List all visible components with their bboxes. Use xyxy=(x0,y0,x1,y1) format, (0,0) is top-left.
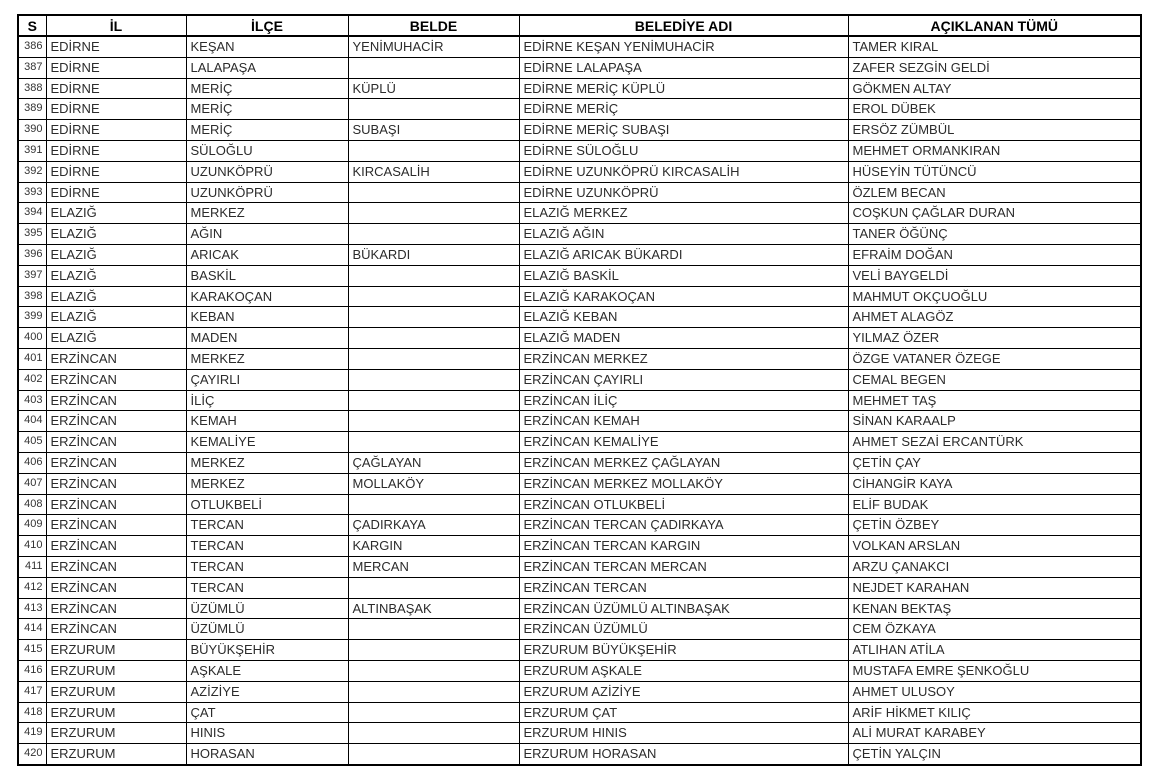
cell-belde: ÇAĞLAYAN xyxy=(348,452,519,473)
cell-s: 416 xyxy=(18,660,46,681)
cell-s: 419 xyxy=(18,723,46,744)
cell-ilce: İLİÇ xyxy=(186,390,348,411)
cell-belde xyxy=(348,328,519,349)
cell-ilce: ÇAYIRLI xyxy=(186,369,348,390)
table-row xyxy=(18,36,1141,57)
cell-aciklanan_tumu: YILMAZ ÖZER xyxy=(848,328,1141,349)
cell-il: ERZURUM xyxy=(46,744,186,765)
cell-ilce: MERKEZ xyxy=(186,473,348,494)
cell-ilce: KARAKOÇAN xyxy=(186,286,348,307)
cell-ilce: ÜZÜMLÜ xyxy=(186,598,348,619)
cell-aciklanan_tumu: COŞKUN ÇAĞLAR DURAN xyxy=(848,203,1141,224)
cell-ilce: LALAPAŞA xyxy=(186,57,348,78)
cell-s: 410 xyxy=(18,536,46,557)
cell-aciklanan_tumu: ÖZLEM BECAN xyxy=(848,182,1141,203)
table-row xyxy=(18,57,1141,78)
cell-s: 415 xyxy=(18,640,46,661)
cell-ilce: ÜZÜMLÜ xyxy=(186,619,348,640)
table-row xyxy=(18,224,1141,245)
cell-belediye_adi: ELAZIĞ MERKEZ xyxy=(519,203,848,224)
cell-aciklanan_tumu: ÖZGE VATANER ÖZEGE xyxy=(848,348,1141,369)
cell-il: ELAZIĞ xyxy=(46,307,186,328)
column-header-ilce: İLÇE xyxy=(186,15,348,36)
cell-belde xyxy=(348,182,519,203)
cell-il: ERZİNCAN xyxy=(46,432,186,453)
cell-belediye_adi: ERZİNCAN OTLUKBELİ xyxy=(519,494,848,515)
cell-belediye_adi: EDİRNE MERİÇ SUBAŞI xyxy=(519,120,848,141)
cell-il: ERZURUM xyxy=(46,723,186,744)
cell-s: 396 xyxy=(18,244,46,265)
cell-il: ERZİNCAN xyxy=(46,556,186,577)
cell-belde xyxy=(348,723,519,744)
table-row xyxy=(18,723,1141,744)
cell-il: ERZURUM xyxy=(46,681,186,702)
cell-il: ERZURUM xyxy=(46,702,186,723)
cell-s: 400 xyxy=(18,328,46,349)
cell-ilce: OTLUKBELİ xyxy=(186,494,348,515)
cell-belde xyxy=(348,307,519,328)
cell-il: EDİRNE xyxy=(46,57,186,78)
column-header-s: S xyxy=(18,15,46,36)
cell-il: EDİRNE xyxy=(46,161,186,182)
cell-belde: MOLLAKÖY xyxy=(348,473,519,494)
cell-belde: KIRCASALİH xyxy=(348,161,519,182)
municipality-table xyxy=(17,14,1142,766)
cell-aciklanan_tumu: AHMET ALAGÖZ xyxy=(848,307,1141,328)
cell-il: ELAZIĞ xyxy=(46,244,186,265)
cell-belde xyxy=(348,681,519,702)
cell-s: 411 xyxy=(18,556,46,577)
cell-s: 420 xyxy=(18,744,46,765)
cell-belde: MERCAN xyxy=(348,556,519,577)
cell-il: ELAZIĞ xyxy=(46,224,186,245)
cell-ilce: AŞKALE xyxy=(186,660,348,681)
cell-il: ERZİNCAN xyxy=(46,619,186,640)
cell-belde xyxy=(348,640,519,661)
cell-il: EDİRNE xyxy=(46,140,186,161)
table-row xyxy=(18,473,1141,494)
cell-il: EDİRNE xyxy=(46,36,186,57)
cell-belediye_adi: ERZİNCAN TERCAN KARGIN xyxy=(519,536,848,557)
cell-belediye_adi: ERZİNCAN MERKEZ MOLLAKÖY xyxy=(519,473,848,494)
cell-ilce: HORASAN xyxy=(186,744,348,765)
table-row xyxy=(18,286,1141,307)
cell-belde: ALTINBAŞAK xyxy=(348,598,519,619)
cell-il: ERZURUM xyxy=(46,660,186,681)
cell-aciklanan_tumu: MAHMUT OKÇUOĞLU xyxy=(848,286,1141,307)
cell-belediye_adi: ELAZIĞ AĞIN xyxy=(519,224,848,245)
table-row xyxy=(18,744,1141,765)
cell-aciklanan_tumu: TAMER KIRAL xyxy=(848,36,1141,57)
cell-s: 390 xyxy=(18,120,46,141)
cell-s: 391 xyxy=(18,140,46,161)
cell-belediye_adi: ELAZIĞ KEBAN xyxy=(519,307,848,328)
table-row xyxy=(18,140,1141,161)
cell-aciklanan_tumu: ELİF BUDAK xyxy=(848,494,1141,515)
cell-ilce: KEMALİYE xyxy=(186,432,348,453)
cell-il: EDİRNE xyxy=(46,120,186,141)
column-header-il: İL xyxy=(46,15,186,36)
table-row xyxy=(18,556,1141,577)
cell-belde xyxy=(348,57,519,78)
cell-il: ELAZIĞ xyxy=(46,328,186,349)
table-row xyxy=(18,120,1141,141)
cell-belediye_adi: ERZURUM HINIS xyxy=(519,723,848,744)
cell-aciklanan_tumu: ÇETİN YALÇIN xyxy=(848,744,1141,765)
cell-s: 397 xyxy=(18,265,46,286)
cell-ilce: ARICAK xyxy=(186,244,348,265)
cell-aciklanan_tumu: AHMET ULUSOY xyxy=(848,681,1141,702)
cell-il: ELAZIĞ xyxy=(46,265,186,286)
cell-belediye_adi: ERZURUM AZİZİYE xyxy=(519,681,848,702)
cell-aciklanan_tumu: KENAN BEKTAŞ xyxy=(848,598,1141,619)
cell-belediye_adi: ERZİNCAN MERKEZ xyxy=(519,348,848,369)
cell-aciklanan_tumu: EFRAİM DOĞAN xyxy=(848,244,1141,265)
cell-s: 403 xyxy=(18,390,46,411)
cell-belde xyxy=(348,140,519,161)
cell-s: 387 xyxy=(18,57,46,78)
table-header xyxy=(18,15,1141,36)
cell-aciklanan_tumu: HÜSEYİN TÜTÜNCÜ xyxy=(848,161,1141,182)
cell-il: ERZİNCAN xyxy=(46,369,186,390)
table-row xyxy=(18,702,1141,723)
cell-aciklanan_tumu: TANER ÖĞÜNÇ xyxy=(848,224,1141,245)
cell-ilce: BASKİL xyxy=(186,265,348,286)
cell-ilce: KEŞAN xyxy=(186,36,348,57)
cell-s: 399 xyxy=(18,307,46,328)
header-row xyxy=(18,15,1141,36)
cell-belediye_adi: ERZURUM HORASAN xyxy=(519,744,848,765)
cell-belde xyxy=(348,660,519,681)
cell-s: 414 xyxy=(18,619,46,640)
table-row xyxy=(18,99,1141,120)
cell-aciklanan_tumu: ARİF HİKMET KILIÇ xyxy=(848,702,1141,723)
cell-s: 402 xyxy=(18,369,46,390)
cell-ilce: MERKEZ xyxy=(186,348,348,369)
cell-belde: ÇADIRKAYA xyxy=(348,515,519,536)
cell-s: 408 xyxy=(18,494,46,515)
cell-aciklanan_tumu: CİHANGİR KAYA xyxy=(848,473,1141,494)
cell-il: ERZİNCAN xyxy=(46,536,186,557)
table-row xyxy=(18,348,1141,369)
cell-s: 395 xyxy=(18,224,46,245)
cell-belde xyxy=(348,224,519,245)
cell-belediye_adi: ERZİNCAN MERKEZ ÇAĞLAYAN xyxy=(519,452,848,473)
table-row xyxy=(18,536,1141,557)
cell-ilce: AZİZİYE xyxy=(186,681,348,702)
cell-il: ERZİNCAN xyxy=(46,473,186,494)
cell-il: EDİRNE xyxy=(46,78,186,99)
cell-belediye_adi: ERZİNCAN ÜZÜMLÜ ALTINBAŞAK xyxy=(519,598,848,619)
cell-s: 409 xyxy=(18,515,46,536)
column-header-belde: BELDE xyxy=(348,15,519,36)
cell-belde: YENİMUHACİR xyxy=(348,36,519,57)
table-row xyxy=(18,307,1141,328)
cell-belediye_adi: EDİRNE UZUNKÖPRÜ KIRCASALİH xyxy=(519,161,848,182)
cell-il: ERZİNCAN xyxy=(46,577,186,598)
cell-il: EDİRNE xyxy=(46,182,186,203)
cell-ilce: MERKEZ xyxy=(186,452,348,473)
cell-s: 398 xyxy=(18,286,46,307)
cell-aciklanan_tumu: MEHMET ORMANKIRAN xyxy=(848,140,1141,161)
table-row xyxy=(18,681,1141,702)
cell-belde xyxy=(348,99,519,120)
cell-aciklanan_tumu: EROL DÜBEK xyxy=(848,99,1141,120)
table-row xyxy=(18,244,1141,265)
cell-s: 404 xyxy=(18,411,46,432)
cell-il: ELAZIĞ xyxy=(46,286,186,307)
table-row xyxy=(18,494,1141,515)
cell-belediye_adi: ERZİNCAN TERCAN MERCAN xyxy=(519,556,848,577)
cell-il: ERZİNCAN xyxy=(46,494,186,515)
cell-aciklanan_tumu: VELİ BAYGELDİ xyxy=(848,265,1141,286)
cell-belediye_adi: ERZİNCAN İLİÇ xyxy=(519,390,848,411)
cell-il: ERZİNCAN xyxy=(46,598,186,619)
cell-aciklanan_tumu: SİNAN KARAALP xyxy=(848,411,1141,432)
cell-ilce: KEMAH xyxy=(186,411,348,432)
cell-s: 393 xyxy=(18,182,46,203)
cell-belde xyxy=(348,348,519,369)
cell-s: 392 xyxy=(18,161,46,182)
cell-s: 406 xyxy=(18,452,46,473)
cell-ilce: KEBAN xyxy=(186,307,348,328)
cell-belde: BÜKARDI xyxy=(348,244,519,265)
table-row xyxy=(18,328,1141,349)
cell-aciklanan_tumu: ARZU ÇANAKCI xyxy=(848,556,1141,577)
cell-belde xyxy=(348,744,519,765)
cell-belediye_adi: EDİRNE MERİÇ xyxy=(519,99,848,120)
cell-aciklanan_tumu: GÖKMEN ALTAY xyxy=(848,78,1141,99)
cell-belde xyxy=(348,203,519,224)
cell-ilce: MADEN xyxy=(186,328,348,349)
cell-ilce: UZUNKÖPRÜ xyxy=(186,161,348,182)
cell-s: 388 xyxy=(18,78,46,99)
table-row xyxy=(18,640,1141,661)
table-row xyxy=(18,203,1141,224)
cell-belde xyxy=(348,411,519,432)
cell-belediye_adi: ERZİNCAN ÜZÜMLÜ xyxy=(519,619,848,640)
cell-belediye_adi: EDİRNE KEŞAN YENİMUHACİR xyxy=(519,36,848,57)
cell-ilce: MERİÇ xyxy=(186,99,348,120)
cell-aciklanan_tumu: MEHMET TAŞ xyxy=(848,390,1141,411)
cell-aciklanan_tumu: NEJDET KARAHAN xyxy=(848,577,1141,598)
cell-belediye_adi: ERZİNCAN ÇAYIRLI xyxy=(519,369,848,390)
table-row xyxy=(18,452,1141,473)
cell-belde xyxy=(348,390,519,411)
cell-il: ELAZIĞ xyxy=(46,203,186,224)
cell-s: 418 xyxy=(18,702,46,723)
cell-belediye_adi: ERZURUM ÇAT xyxy=(519,702,848,723)
cell-il: ERZİNCAN xyxy=(46,348,186,369)
cell-belde xyxy=(348,369,519,390)
cell-s: 389 xyxy=(18,99,46,120)
cell-ilce: HINIS xyxy=(186,723,348,744)
cell-belediye_adi: ERZİNCAN TERCAN ÇADIRKAYA xyxy=(519,515,848,536)
cell-aciklanan_tumu: ÇETİN ÇAY xyxy=(848,452,1141,473)
cell-belediye_adi: ELAZIĞ ARICAK BÜKARDI xyxy=(519,244,848,265)
cell-belde xyxy=(348,577,519,598)
cell-s: 405 xyxy=(18,432,46,453)
cell-belediye_adi: EDİRNE LALAPAŞA xyxy=(519,57,848,78)
cell-ilce: TERCAN xyxy=(186,577,348,598)
table-row xyxy=(18,369,1141,390)
cell-ilce: ÇAT xyxy=(186,702,348,723)
cell-s: 417 xyxy=(18,681,46,702)
cell-s: 386 xyxy=(18,36,46,57)
cell-ilce: SÜLOĞLU xyxy=(186,140,348,161)
cell-il: ERZİNCAN xyxy=(46,515,186,536)
table-row xyxy=(18,182,1141,203)
cell-aciklanan_tumu: AHMET SEZAİ ERCANTÜRK xyxy=(848,432,1141,453)
cell-ilce: MERİÇ xyxy=(186,120,348,141)
table-row xyxy=(18,515,1141,536)
table-row xyxy=(18,78,1141,99)
cell-s: 407 xyxy=(18,473,46,494)
cell-il: EDİRNE xyxy=(46,99,186,120)
table-row xyxy=(18,598,1141,619)
table-row xyxy=(18,619,1141,640)
cell-aciklanan_tumu: ATLIHAN ATİLA xyxy=(848,640,1141,661)
cell-belde xyxy=(348,265,519,286)
cell-belde: KÜPLÜ xyxy=(348,78,519,99)
cell-ilce: MERKEZ xyxy=(186,203,348,224)
cell-belediye_adi: EDİRNE UZUNKÖPRÜ xyxy=(519,182,848,203)
table-row xyxy=(18,411,1141,432)
cell-belde xyxy=(348,619,519,640)
cell-ilce: TERCAN xyxy=(186,536,348,557)
cell-belediye_adi: ELAZIĞ MADEN xyxy=(519,328,848,349)
cell-belde xyxy=(348,432,519,453)
cell-belde xyxy=(348,494,519,515)
cell-belde: SUBAŞI xyxy=(348,120,519,141)
table-row xyxy=(18,660,1141,681)
cell-s: 413 xyxy=(18,598,46,619)
cell-il: ERZİNCAN xyxy=(46,452,186,473)
cell-aciklanan_tumu: ERSÖZ ZÜMBÜL xyxy=(848,120,1141,141)
cell-ilce: BÜYÜKŞEHİR xyxy=(186,640,348,661)
table-row xyxy=(18,577,1141,598)
cell-aciklanan_tumu: CEM ÖZKAYA xyxy=(848,619,1141,640)
cell-belediye_adi: ELAZIĞ BASKİL xyxy=(519,265,848,286)
cell-belediye_adi: EDİRNE MERİÇ KÜPLÜ xyxy=(519,78,848,99)
cell-belediye_adi: ERZİNCAN TERCAN xyxy=(519,577,848,598)
cell-il: ERZİNCAN xyxy=(46,390,186,411)
cell-belde xyxy=(348,286,519,307)
cell-ilce: UZUNKÖPRÜ xyxy=(186,182,348,203)
cell-belediye_adi: ELAZIĞ KARAKOÇAN xyxy=(519,286,848,307)
table-row xyxy=(18,161,1141,182)
cell-belediye_adi: ERZURUM BÜYÜKŞEHİR xyxy=(519,640,848,661)
cell-aciklanan_tumu: MUSTAFA EMRE ŞENKOĞLU xyxy=(848,660,1141,681)
cell-il: ERZURUM xyxy=(46,640,186,661)
cell-il: ERZİNCAN xyxy=(46,411,186,432)
cell-belediye_adi: ERZİNCAN KEMALİYE xyxy=(519,432,848,453)
table-body xyxy=(18,36,1141,765)
cell-aciklanan_tumu: CEMAL BEGEN xyxy=(848,369,1141,390)
cell-s: 394 xyxy=(18,203,46,224)
cell-belde: KARGIN xyxy=(348,536,519,557)
cell-s: 401 xyxy=(18,348,46,369)
cell-ilce: TERCAN xyxy=(186,515,348,536)
table-row xyxy=(18,432,1141,453)
column-header-belediye_adi: BELEDİYE ADI xyxy=(519,15,848,36)
cell-aciklanan_tumu: ALİ MURAT KARABEY xyxy=(848,723,1141,744)
cell-belediye_adi: ERZİNCAN KEMAH xyxy=(519,411,848,432)
cell-ilce: AĞIN xyxy=(186,224,348,245)
cell-belediye_adi: EDİRNE SÜLOĞLU xyxy=(519,140,848,161)
cell-aciklanan_tumu: ÇETİN ÖZBEY xyxy=(848,515,1141,536)
table-row xyxy=(18,390,1141,411)
cell-s: 412 xyxy=(18,577,46,598)
column-header-aciklanan_tumu: AÇIKLANAN TÜMÜ xyxy=(848,15,1141,36)
cell-belediye_adi: ERZURUM AŞKALE xyxy=(519,660,848,681)
cell-aciklanan_tumu: ZAFER SEZGİN GELDİ xyxy=(848,57,1141,78)
cell-ilce: TERCAN xyxy=(186,556,348,577)
cell-aciklanan_tumu: VOLKAN ARSLAN xyxy=(848,536,1141,557)
cell-ilce: MERİÇ xyxy=(186,78,348,99)
table-row xyxy=(18,265,1141,286)
cell-belde xyxy=(348,702,519,723)
